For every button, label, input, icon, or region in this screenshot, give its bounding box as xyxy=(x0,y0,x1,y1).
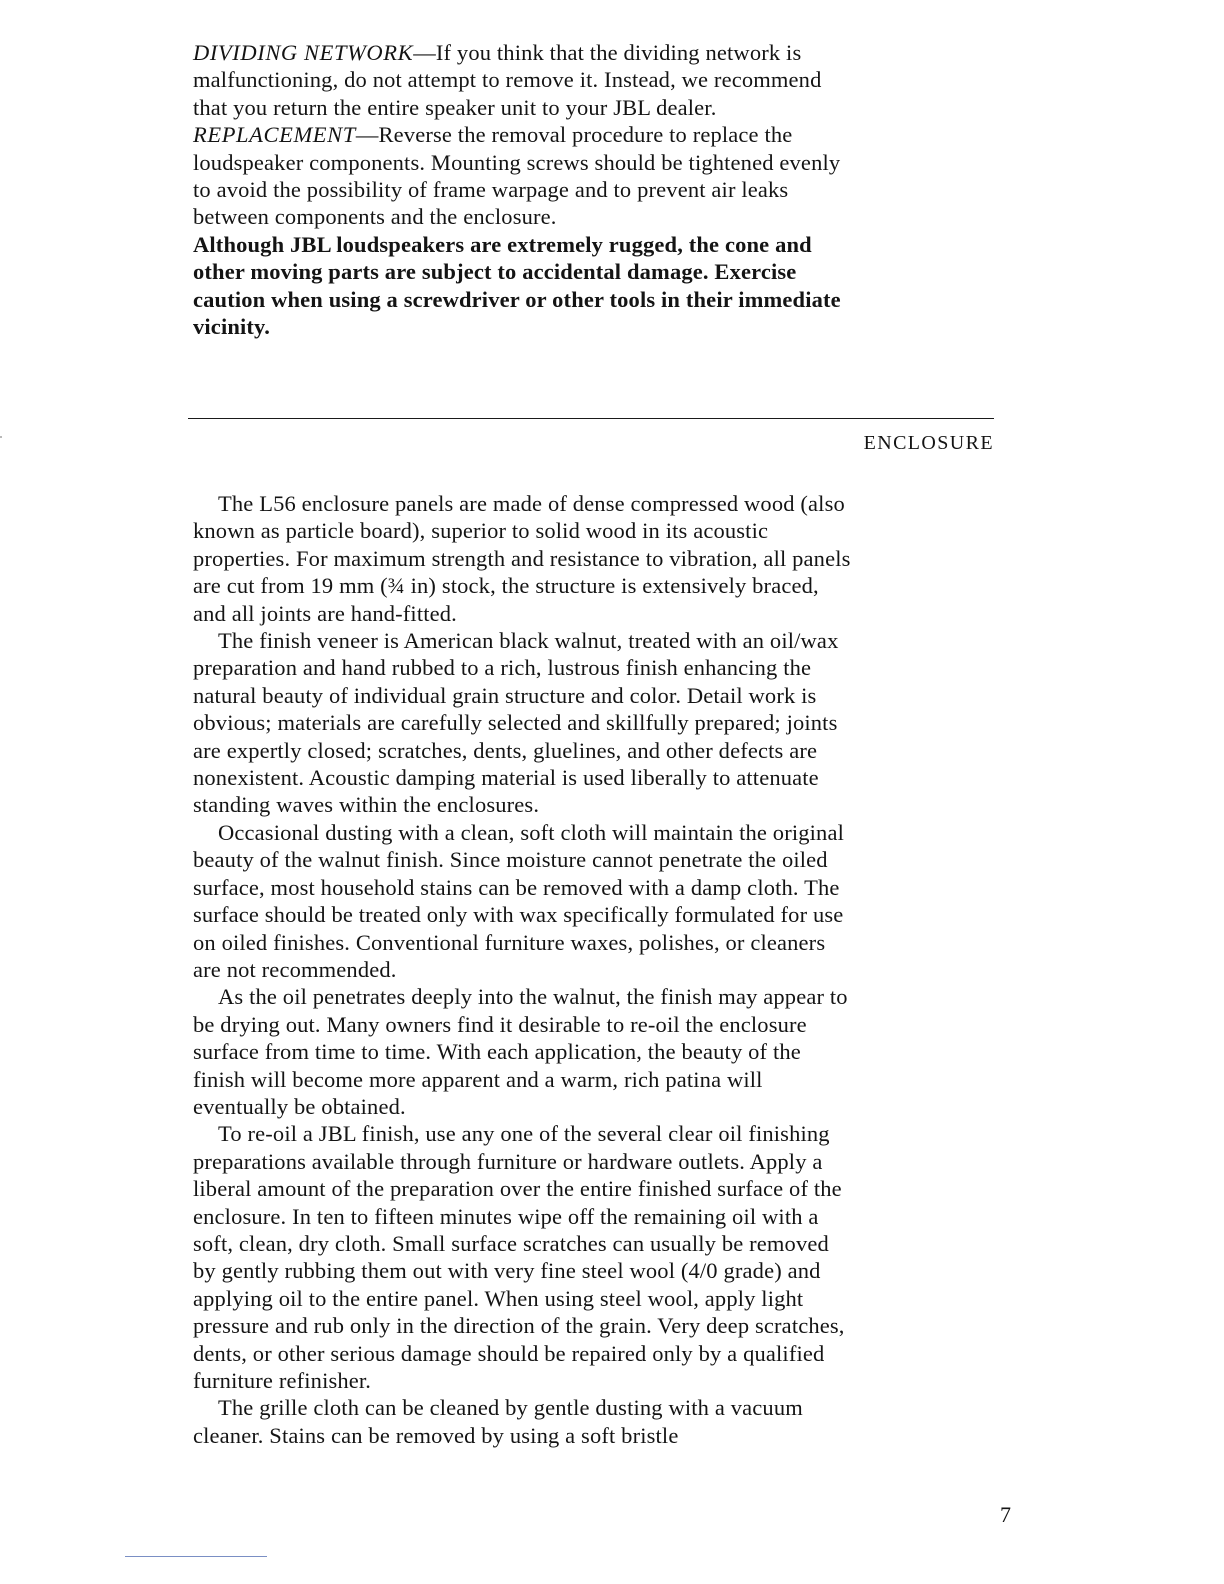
bottom-edge-mark xyxy=(125,1556,267,1557)
dividing-network-label: DIVIDING NETWORK xyxy=(193,40,414,65)
dividing-network-text: —If you think that the dividing network is malfunctioning, do not attempt to remove it. Instead, we recommend that you return the entire speaker unit to your JBL dealer. xyxy=(193,40,822,120)
body-paragraph: To re-oil a JBL finish, use any one of the several clear oil finishing preparations available through furniture or hardware outlets. Apply a liberal amount of the preparation over the entire finished surface of the enclosure. In ten to fifteen minutes wipe off the remaining oil with a soft, clean, dry cloth. Small surface scratches can usually be removed by gently rubbing them out with very fine steel wool (4/0 grade) and applying oil to the entire panel. When using steel wool, apply light pressure and rub only in the direction of the grain. Very deep scratches, dents, or other serious damage should be repaired only by a qualified furniture refinisher. xyxy=(193,1121,845,1393)
replacement-text: —Reverse the removal procedure to replace the loudspeaker components. Mounting screws should be tightened evenly to avoid the possibility of frame warpage and to prevent air leaks between components and the enclosure. xyxy=(193,122,841,230)
scan-speck xyxy=(0,436,2,438)
dividing-network-paragraph xyxy=(193,39,853,121)
section-title: ENCLOSURE xyxy=(863,432,994,454)
enclosure-section xyxy=(193,490,853,1449)
body-paragraph: The L56 enclosure panels are made of dense compressed wood (also known as particle board), superior to solid wood in its acoustic properties. For maximum strength and resistance to vibration, all panels are cut from 19 mm (¾ in) stock, the structure is extensively braced, and all joints are hand-fitted. xyxy=(193,491,851,626)
damage-warning: Although JBL loudspeakers are extremely rugged, the cone and other moving parts are subject to accidental damage. Exercise caution when using a screwdriver or other tools in their immediate vicinity. xyxy=(193,231,841,340)
replacement-label: REPLACEMENT xyxy=(193,122,356,148)
body-paragraph: The grille cloth can be cleaned by gentle dusting with a vacuum cleaner. Stains can be removed by using a soft bristle xyxy=(193,1395,803,1448)
body-paragraph: The finish veneer is American black walnut, treated with an oil/wax preparation and hand rubbed to a rich, lustrous finish enhancing the natural beauty of individual grain structure and color. Detail work is obvious; materials are carefully selected and skillfully prepared; joints are expertly closed; scratches, dents, gluelines, and other defects are nonexistent. Acoustic damping material is used liberally to attenuate standing waves within the enclosures. xyxy=(193,628,839,818)
replacement-paragraph xyxy=(193,121,853,231)
body-paragraph: As the oil penetrates deeply into the walnut, the finish may appear to be drying out. Many owners find it desirable to re-oil the enclosure surface from time to time. With each application, the beauty of the finish will become more apparent and a warm, rich patina will eventually be obtained. xyxy=(193,984,848,1119)
section-divider xyxy=(188,418,994,419)
body-paragraph: Occasional dusting with a clean, soft cloth will maintain the original beauty of the walnut finish. Since moisture cannot penetrate the oiled surface, most household stains can be removed with a damp cloth. The surface should be treated only with wax specifically formulated for use on oiled finishes. Conventional furniture waxes, polishes, or cleaners are not recommended. xyxy=(193,819,844,982)
maintenance-section xyxy=(193,39,853,340)
page-number: 7 xyxy=(1000,1502,1011,1527)
